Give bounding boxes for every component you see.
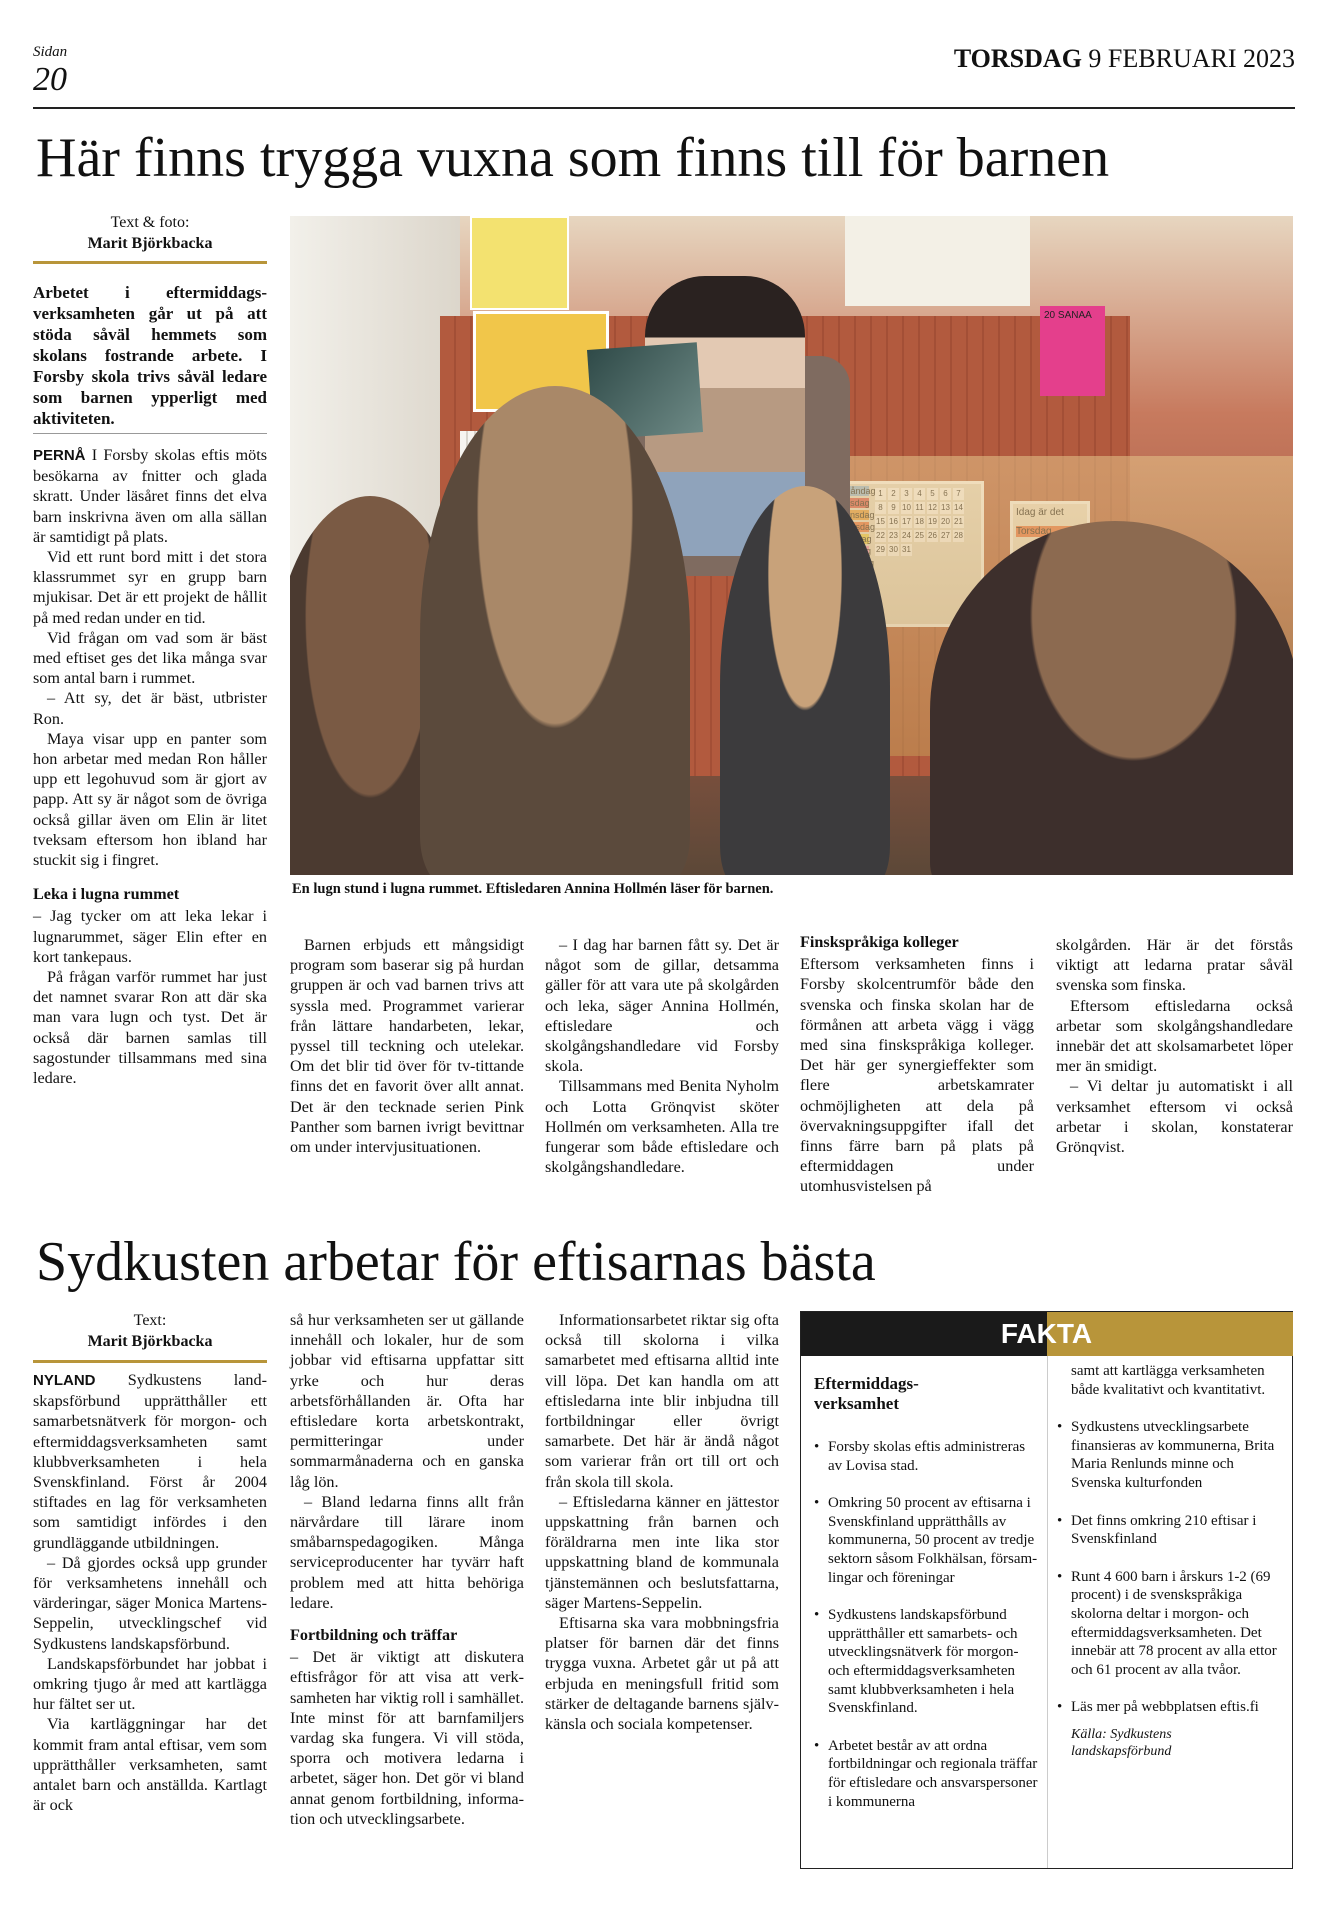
article1-lead: Arbetet i eftermiddagsverksamheten går ut på att stöda såväl hemmets som skolans fostrande arbete. I Forsby skola trivs såväl ledare som barnen ypperligt med aktiviteten. bbox=[33, 283, 267, 428]
subheading: Fortbildning och träffar bbox=[290, 1626, 458, 1645]
fakta-left-col bbox=[814, 1374, 1039, 1830]
paragraph-text: I Forsby skolas eftis möts besökarna av fnitter och glada skratt. Under läsåret finns det elva barn inskrivna även om alla sällan är samtidigt på plats. bbox=[33, 446, 268, 546]
article1-col3 bbox=[545, 935, 779, 1177]
dateline-kicker: NYLAND bbox=[33, 1372, 96, 1389]
issue-date bbox=[954, 44, 1295, 74]
article1-col5 bbox=[1056, 935, 1293, 1157]
lead-rule bbox=[33, 433, 267, 434]
fakta-right-col bbox=[1057, 1362, 1282, 1760]
photo-caption: En lugn stund i lugna rummet. Eftisledaren Annina Hollmén läser för barnen. bbox=[292, 881, 774, 897]
fakta-item: • Forsby skolas eftis administreras av Lovisa stad. bbox=[814, 1438, 1039, 1475]
paragraph: – I dag har barnen fått sy. Det är något som de gillar, detsamma gäller för att vara ute på skolgården och leka, säger Annina Hollmén, eftisledare och skolgångshandledare vid Forsby skola. bbox=[545, 936, 779, 1076]
article1-photo bbox=[290, 216, 1293, 875]
fakta-item: • Omkring 50 procent av eftisarna i Svenskfinland upprätthålls av kommunerna, 50 procent av tredje sektorn såsom Folkhälsan, församlingar och föreningar bbox=[814, 1494, 1039, 1587]
fakta-continued: samt att kartlägga verksamheten både kvalitativt och kvantitativt. bbox=[1071, 1363, 1266, 1398]
paragraph: – Vi deltar ju automatiskt i all verksamhet eftersom vi också arbetar i skolan, konstaterar Grönqvist. bbox=[1056, 1077, 1293, 1157]
article2-byline bbox=[33, 1310, 267, 1352]
article2-col2 bbox=[290, 1310, 524, 1829]
paragraph: På frågan varför rummet har just det namnet svarar Ron att där ska man vara lugn och tyst. Det är också där barnen samlas till sagostunder tillsammans med sina ledare. bbox=[33, 968, 267, 1088]
article1-headline: Här finns trygga vuxna som finns till för barnen bbox=[36, 127, 1110, 189]
fakta-source: Källa: Sydkustens landskapsförbund bbox=[1071, 1726, 1172, 1759]
paragraph: så hur verksamheten ser ut gällande innehåll och lokaler, hur de som jobbar vid eftisarna uppfattar sitt yrke och hur deras arbetsförhållanden är. Ofta har eftisledare korta arbetskontrakt, permitteringar under sommarmånaderna och en ganska låg lön. bbox=[290, 1311, 524, 1491]
article2-col1 bbox=[33, 1370, 267, 1815]
paragraph: Barnen erbjuds ett mångsidigt program som baserar sig på hurdan gruppen är och vad barnen trivs att syssla med. Programmet varierar från lättare handarbeten, lekar, pyssel till teckning och utelekar. Om det blir tid över för tv-tittande finns det en favorit över allt annat. Det är den tecknade serien Pink Panther som barnen ivrigt bevittnar om under intervjusituationen. bbox=[290, 936, 524, 1157]
subheading: Leka i lugna rummet bbox=[33, 885, 180, 904]
paragraph: – Jag tycker om att leka lekar i lugnarummet, säger Elin efter en kort tankepaus. bbox=[33, 907, 267, 966]
alphabet-poster bbox=[470, 216, 569, 310]
fakta-label: FAKTA bbox=[1000, 1318, 1093, 1349]
child-right-middle bbox=[720, 486, 890, 875]
header-rule bbox=[33, 107, 1295, 109]
paragraph: Vid ett runt bord mitt i det stora klassrummet syr en grupp barn mjukisar. Det är ett projekt de hållit på med redan under en tid. bbox=[33, 548, 267, 627]
paragraph: Landskapsförbundet har jobbat i omkring tjugo år med att kartlägga hur fältet ser ut. bbox=[33, 1654, 267, 1714]
paragraph: Informationsarbetet riktar sig ofta också till skolorna i vilka samarbetet med eftisarna alltid inte vill löpa. Det kan handla om att eftisledarna inte blir inbjudna till fortbildningar eller övrigt samarbete. Det här är ändå något som varierar från ort till ort och från skola till skola. bbox=[545, 1311, 779, 1491]
article2-col3 bbox=[545, 1310, 779, 1734]
byline-label: Text: bbox=[133, 1312, 167, 1329]
subheading: Finskspråkiga kolleger bbox=[800, 933, 959, 951]
paragraph: Tillsammans med Benita Nyholm och Lotta Grönqvist sköter Hollmén om verksamheten. Alla tre fungerar som både eftisledare och skolgångshandledare. bbox=[545, 1077, 779, 1177]
article2-headline: Sydkusten arbetar för eftisarnas bästa bbox=[36, 1231, 876, 1293]
article1-byline bbox=[33, 212, 267, 254]
child-center bbox=[420, 386, 690, 875]
byline-rule bbox=[33, 1360, 267, 1363]
paragraph: Eftersom eftisledarna också arbetar som skolgångshandledare innebär det att skolsamarbetet löper mer än smidigt. bbox=[1056, 996, 1293, 1076]
article1-col4 bbox=[800, 932, 1034, 1197]
byline-name: Marit Björkbacka bbox=[87, 235, 213, 252]
page-number: 20 bbox=[33, 61, 67, 98]
page-header bbox=[33, 44, 1295, 106]
paragraph: – Bland ledarna finns allt från närvårdare till lärare inom småbarnspedagogiken. Många serviceproducenter har tyvärr haft problem med att hitta behöriga ledare. bbox=[290, 1492, 524, 1612]
fakta-right-list bbox=[1057, 1418, 1282, 1717]
fakta-title: Eftermiddagsverksamhet bbox=[814, 1374, 919, 1413]
fakta-left-list bbox=[814, 1438, 1039, 1811]
article1-col1 bbox=[33, 445, 267, 1088]
paragraph: Maya visar upp en panter som hon arbetar med medan Ron håller upp ett legohuvud som är gjort av papp. Att sy är något som de övriga också gillar även om Elin är litet tveksam eftersom hon ibland har stuckit sig i fingret. bbox=[33, 729, 267, 870]
pink-poster bbox=[1040, 306, 1105, 396]
fakta-item: • Läs mer på webbplatsen eftis.fi bbox=[1057, 1698, 1282, 1717]
paragraph: – Då gjordes också upp grunder för verksamhetens innehåll och värderingar, säger Monica Martens-Seppelin, utvecklingschef vid Sydkustens landskapsförbund. bbox=[33, 1553, 267, 1653]
paragraph: – Eftisledarna känner en jättestor uppskattning från barnen och föräldrarna men inte lika stor uppskattning bland de kommunala tjänstemännen och beslutsfattarna, säger Martens-Seppelin. bbox=[545, 1492, 779, 1612]
byline-rule bbox=[33, 261, 267, 264]
byline-label: Text & foto: bbox=[110, 214, 190, 231]
pink-poster-text: 20 SANAA bbox=[1044, 310, 1092, 321]
issue-day: TORSDAG bbox=[953, 44, 1082, 73]
paragraph bbox=[33, 1370, 267, 1553]
article1-col2 bbox=[290, 935, 524, 1157]
dateline-kicker: PERNÅ bbox=[33, 447, 86, 464]
fakta-item: • Arbetet består av att ordna fortbildningar och regionala träffar för eftisledare och ansvarspersoner i kommunerna bbox=[814, 1737, 1039, 1811]
paragraph: skolgården. Här är det förstås viktigt att ledarna pratar såväl svenska som finska. bbox=[1056, 936, 1293, 995]
paragraph: Eftisarna ska vara mobbningsfria platser för barnen där det finns trygga vuxna. Arbetet går ut på att erbjuda en meningsfull fritid som stärker de deltagande barnens självkänsla och sociala kompetenser. bbox=[545, 1614, 779, 1734]
issue-date-text: 9 FEBRUARI 2023 bbox=[1088, 44, 1295, 73]
fakta-item: • Sydkustens landskapsförbund upprätthåller ett samarbets- och utvecklingsnätverk för morgon- och eftermiddagsverksamheten samt klubbverksamheten i hela Svenskfinland. bbox=[814, 1606, 1039, 1718]
byline-name: Marit Björkbacka bbox=[87, 1333, 213, 1350]
paragraph: – Det är viktigt att diskutera eftisfrågor för att visa att verksamheten har viktig roll i samhället. Inte minst för att barnfamiljers vardag ska fungera. Vi vill stöda, sporra och motivera ledarna i arbetet, säger hon. Det gör vi bland annat genom fortbildning, information och utvecklingsarbete. bbox=[290, 1648, 524, 1828]
fakta-item: • Runt 4 600 barn i årskurs 1-2 (69 procent) i de svenskspråkiga skolorna deltar i morgon- och eftermiddagsverksamheten. Det innebär att 78 procent av alla ettor och 61 procent av alla tvåor. bbox=[1057, 1568, 1282, 1680]
fakta-item: • Sydkustens utvecklingsarbete finansieras av kommunerna, Brita Maria Renlunds minne och Svenska kulturfonden bbox=[1057, 1418, 1282, 1492]
section-label: Sidan bbox=[33, 44, 68, 60]
paragraph: – Att sy, det är bäst, utbrister Ron. bbox=[33, 689, 267, 728]
fakta-box bbox=[800, 1311, 1293, 1869]
paragraph: Vid frågan om vad som är bäst med eftiset ges det lika många svar som antal barn i rummet. bbox=[33, 628, 267, 688]
fakta-divider bbox=[1047, 1356, 1048, 1868]
owl-picture bbox=[845, 216, 1030, 306]
paragraph-text: Sydkustens landskapsförbund upprätthåller ett samarbetsnätverk för morgon- och eftermiddagsverksamheten samt klubbverksamheten i hela Svenskfinland. Först år 2004 stiftades en lag för verksamheten som samtidigt infördes i den grundläggande utbildningen. bbox=[33, 1371, 268, 1552]
paragraph bbox=[33, 445, 267, 547]
paragraph: Via kartläggningar har det kommit fram antal eftisar, vem som upprätthåller verksamheten, samt antalet barn och anställda. Kartlagt är ock bbox=[33, 1715, 267, 1815]
paragraph: Eftersom verksamheten finns i Forsby skolcentrumför både den svenska och finska skolan har de förmånen att arbeta vägg i vägg med sina finskspråkiga kolleger. Det här ger synergieffekter som flere arbetskamrater ochmöjligheten att dela på övervakningsuppgifter ifall det finns färre barn på plats på eftermiddagen under utomhusvistelsen på bbox=[800, 955, 1034, 1196]
fakta-item: • Det finns omkring 210 eftisar i Svenskfinland bbox=[1057, 1512, 1282, 1549]
